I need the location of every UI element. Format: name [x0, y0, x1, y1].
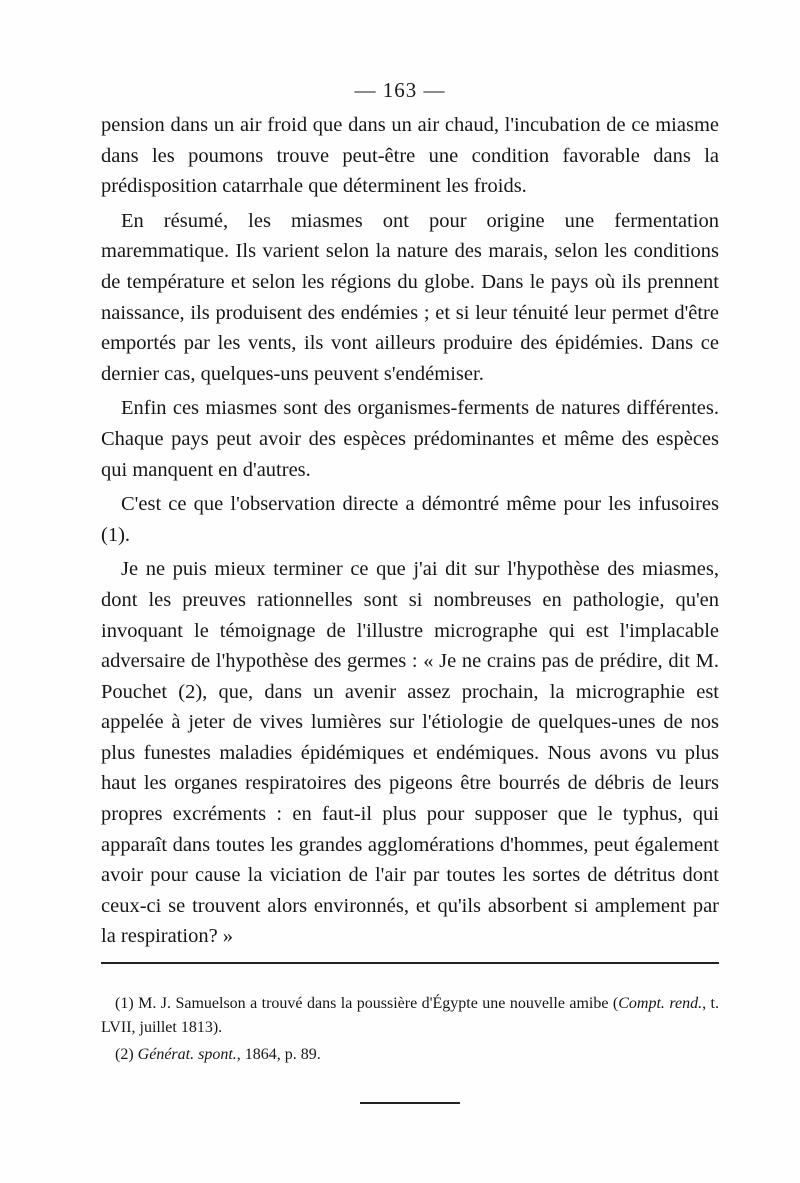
footnote-2-source: Générat. spont. — [137, 1046, 237, 1063]
page-number: — 163 — — [354, 78, 446, 102]
footnote-1-source: Compt. rend. — [618, 995, 703, 1012]
paragraph-5: Je ne puis mieux terminer ce que j'ai dit sur l'hypothèse des miasmes, dont les preuves rationnelles sont si nombreuses en pathologie, qu'en invoquant le témoignage de l'illustre micrographe qui est l'implacable adversaire de l'hypothèse des germes : « Je ne crains pas de prédire, dit M. Pouchet (2), que, dans un avenir assez prochain, la micrographie est appelée à jeter de vives lumières sur l'étiologie de quelques-unes de nos plus funestes maladies épidémiques et endémiques. Nous avons vu plus haut les organes respiratoires des pigeons être bourrés de débris de leurs propres excréments : en faut-il plus pour supposer que le typhus, qui apparaît dans toutes les grandes agglomérations d'hommes, peut également avoir pour cause la viciation de l'air par toutes les sortes de détritus dont ceux-ci se trouvent alors environnés, et qu'ils absorbent si amplement par la respiration? » — [101, 558, 719, 948]
footnote-2-text: (2) — [115, 1046, 138, 1063]
paragraph-1: pension dans un air froid que dans un air chaud, l'incubation de ce miasme dans les poumons trouve peut-être une condition favorable dans la prédisposition catarrhale que déterminent les froids. — [101, 114, 719, 198]
footnote-2 — [101, 1043, 719, 1067]
footnote-1-rest: , t. LVII, juillet 1813). — [101, 995, 720, 1036]
footnotes — [101, 992, 719, 1070]
footnote-1-text: (1) M. J. Samuelson a trouvé dans la poussière d'Égypte une nouvelle amibe ( — [115, 995, 619, 1012]
paragraph-2: En résumé, les miasmes ont pour origine une fermentation maremmatique. Ils varient selon la nature des marais, selon les conditions de température et selon les régions du globe. Dans le pays où ils prennent naissance, ils produisent des endémies ; et si leur ténuité leur permet d'être emportés par les vents, ils vont ailleurs produire des épidémies. Dans ce dernier cas, quelques-uns peuvent s'endémiser. — [101, 209, 719, 385]
footnote-2-rest: , 1864, p. 89. — [236, 1046, 321, 1063]
body-text — [101, 110, 719, 952]
footnote-separator — [101, 962, 719, 964]
paragraph-3: Enfin ces miasmes sont des organismes-ferments de natures différentes. Chaque pays peut avoir des espèces prédominantes et même des espèces qui manquent en d'autres. — [101, 397, 719, 481]
footnote-1 — [101, 992, 719, 1040]
end-rule — [360, 1102, 460, 1104]
paragraph-4: C'est ce que l'observation directe a démontré même pour les infusoires (1). — [101, 493, 719, 546]
